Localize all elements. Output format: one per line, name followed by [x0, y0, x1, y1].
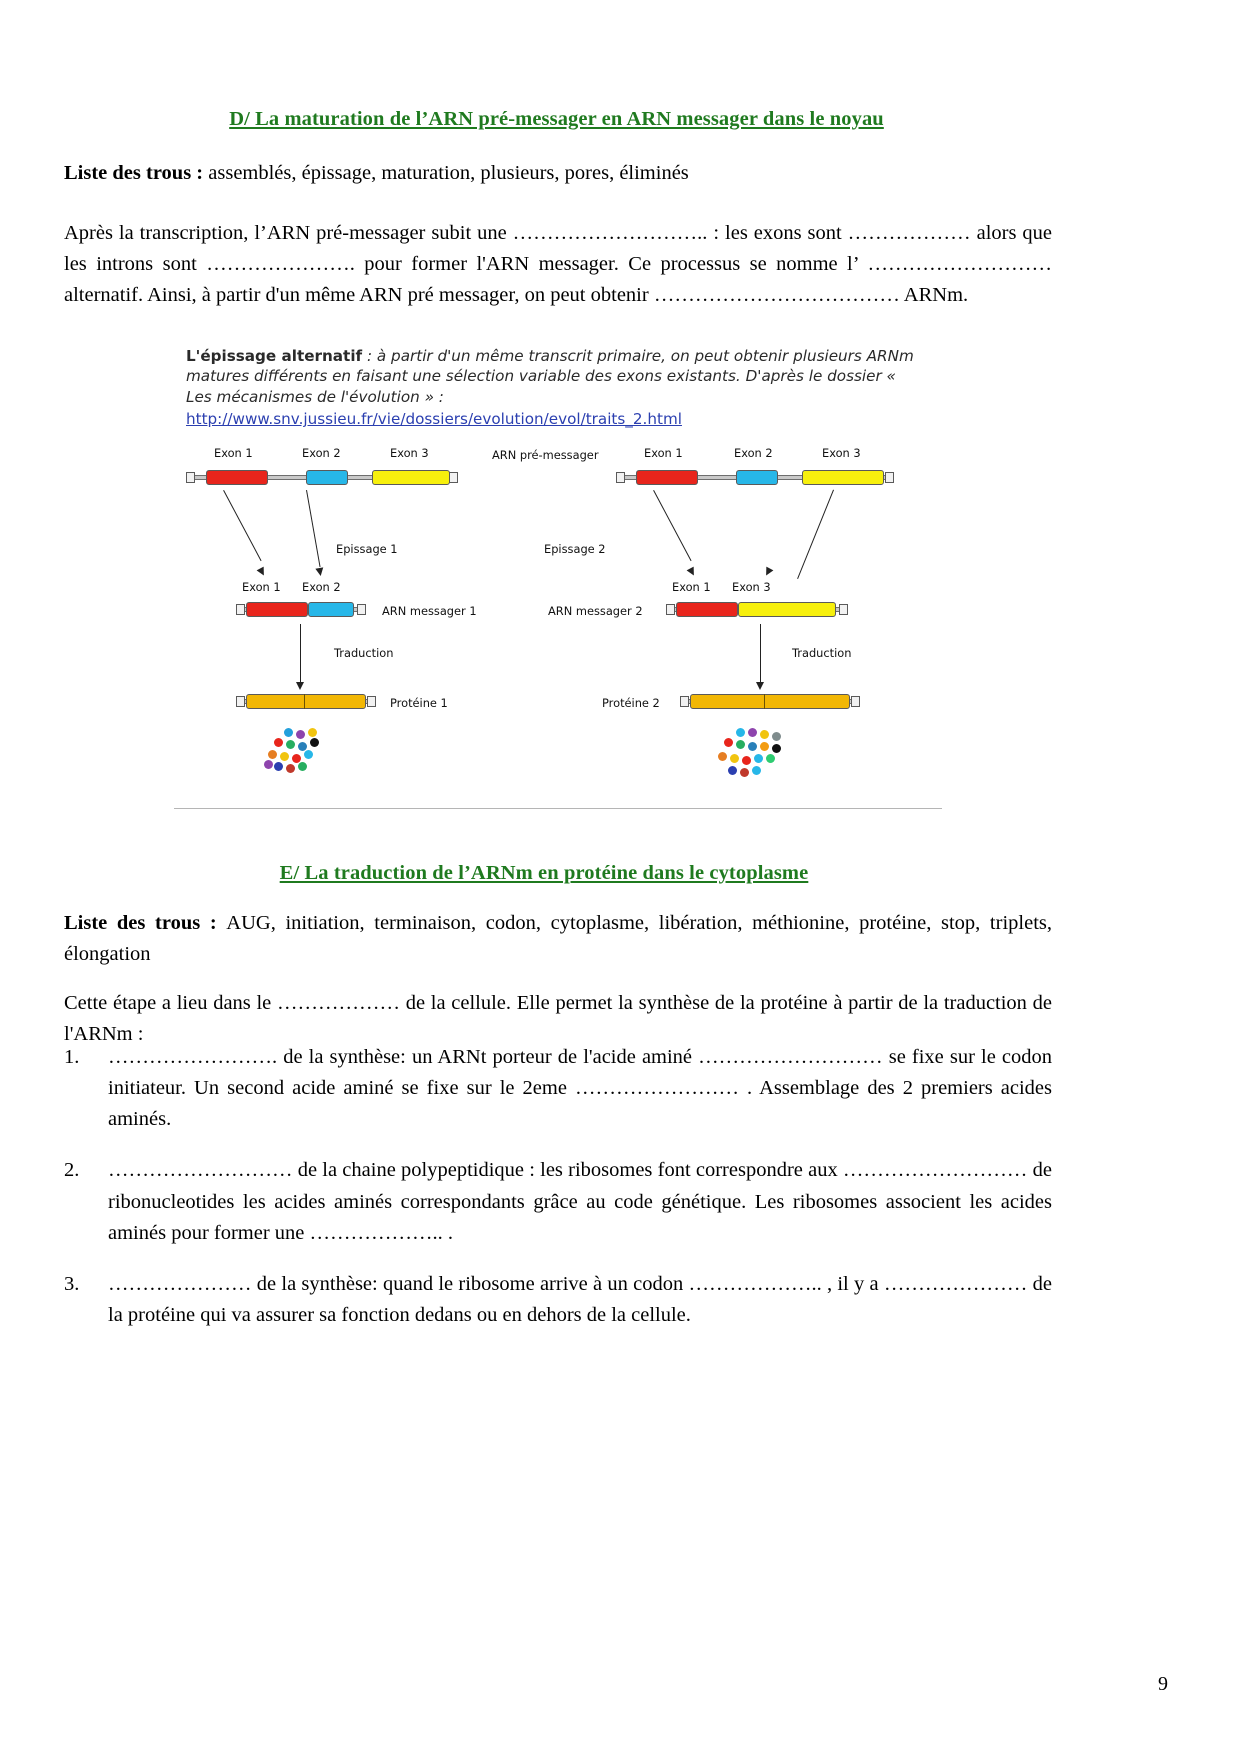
- protein2-divider: [764, 694, 765, 709]
- mrna2-cap-left: [666, 604, 675, 615]
- diagram-label-exon1-right: Exon 1: [644, 446, 683, 460]
- arrowhead-exon2-left: [315, 567, 324, 576]
- diagram-label-exon3-mrna2: Exon 3: [732, 580, 771, 594]
- mrna2-cap-right: [839, 604, 848, 615]
- section-d-word-list-label: Liste des trous :: [64, 162, 209, 184]
- traduction-arrowhead-left: [296, 682, 304, 690]
- bar-cap-left-right: [616, 472, 625, 483]
- figure-caption: [186, 346, 926, 429]
- mrna2-exon1-segment: [676, 602, 738, 617]
- exon1-segment-right: [636, 470, 698, 485]
- diagram-label-exon2-mrna1: Exon 2: [302, 580, 341, 594]
- exon3-segment: [372, 470, 450, 485]
- diagram-label-mrna2: ARN messager 2: [548, 604, 643, 618]
- diagram-label-exon1-mrna2: Exon 1: [672, 580, 711, 594]
- arrowhead-exon1-right: [687, 567, 698, 578]
- pre-mrna-bar-left: [186, 470, 458, 485]
- splicing-diagram: [174, 446, 942, 796]
- mrna1-exon1-segment: [246, 602, 308, 617]
- protein1-divider: [304, 694, 305, 709]
- arrowhead-exon3-right: [763, 567, 774, 578]
- list-item: [64, 1155, 1052, 1248]
- figure-caption-source: D'après le dossier « Les mécanismes de l'évolution » :: [186, 367, 896, 406]
- connector-exon1-left: [223, 490, 261, 561]
- bar-cap-right-right: [885, 472, 894, 483]
- section-e-word-list-label: Liste des trous :: [64, 912, 227, 934]
- diagram-label-exon3-right: Exon 3: [822, 446, 861, 460]
- protein2-folded-icon: [714, 728, 814, 786]
- mrna2-bar: [666, 602, 848, 617]
- connector-exon3-right: [797, 490, 834, 579]
- section-e-paragraph: Cette étape a lieu dans le ……………… de la cellule. Elle permet la synthèse de la protéine à partir de la traduction de l'ARNm :: [64, 992, 1052, 1046]
- diagram-label-traduction-left: Traduction: [334, 646, 394, 660]
- diagram-label-exon1-mrna1: Exon 1: [242, 580, 281, 594]
- step-number: 1.: [64, 1046, 80, 1068]
- section-d-word-list: [64, 158, 1054, 189]
- mrna2-exon3-segment: [738, 602, 836, 617]
- protein1-folded-icon: [264, 728, 344, 786]
- protein2-segment: [690, 694, 850, 709]
- mrna1-cap-left: [236, 604, 245, 615]
- mrna1-bar: [236, 602, 366, 617]
- step-number: 2.: [64, 1159, 80, 1182]
- pre-mrna-bar-right: [616, 470, 894, 485]
- protein1-cap-right: [367, 696, 376, 707]
- bar-cap-left: [186, 472, 195, 483]
- diagram-label-exon1-left: Exon 1: [214, 446, 253, 460]
- protein2-bar: [680, 694, 860, 709]
- protein1-segment: [246, 694, 366, 709]
- traduction-arrowhead-right: [756, 682, 764, 690]
- figure-alternative-splicing: [174, 338, 942, 809]
- exon2-segment: [306, 470, 348, 485]
- section-e-heading: E/ La traduction de l’ARNm en protéine dans le cytoplasme: [279, 862, 809, 884]
- exon3-segment-right: [802, 470, 884, 485]
- exon2-segment-right: [736, 470, 778, 485]
- diagram-label-proteine2: Protéine 2: [602, 696, 660, 710]
- traduction-arrow-left: [300, 624, 301, 686]
- protein1-cap-left: [236, 696, 245, 707]
- step-number: 3.: [64, 1272, 80, 1295]
- diagram-label-proteine1: Protéine 1: [390, 696, 448, 710]
- diagram-label-epissage1: Epissage 1: [336, 542, 398, 556]
- step-text: ……………………… de la chaine polypeptidique : les ribosomes font correspondre aux ……………………… de ribonucleotides les acides aminés correspondants grâce au code génétique. Les ribosomes associent les acides aminés pour former une ……………….. .: [108, 1159, 1052, 1244]
- section-e-steps-list: [64, 1042, 1052, 1351]
- connector-exon2-left: [306, 490, 321, 567]
- bar-cap-right: [449, 472, 458, 483]
- step-text: ……………………. de la synthèse: un ARNt porteur de l'acide aminé ……………………… se fixe sur le codon initiateur. Un second acide aminé se fixe sur le 2eme …………………… . Assemblage des 2 premiers acides aminés.: [108, 1046, 1052, 1131]
- figure-caption-body: : à partir d'un même transcrit primaire, on peut obtenir plusieurs ARNm matures différents en faisant une sélection variable des exons existants.: [186, 347, 914, 386]
- diagram-label-traduction-right: Traduction: [792, 646, 852, 660]
- protein1-bar: [236, 694, 376, 709]
- arrowhead-exon1-left: [257, 567, 268, 578]
- list-item: [64, 1269, 1052, 1331]
- section-d-heading: D/ La maturation de l’ARN pré-messager en ARN messager dans le noyau: [229, 108, 884, 130]
- section-d-paragraph: Après la transcription, l’ARN pré-messager subit une ……………………….. : les exons sont ……………… alors que les introns sont …………………. pour former l'ARN messager. Ce processus se nomme l’ ……………………… alternatif. Ainsi, à partir d'un même ARN pré messager, on peut obtenir ……………………………… ARNm.: [64, 222, 1052, 307]
- diagram-label-epissage2: Epissage 2: [544, 542, 606, 556]
- connector-exon1-right: [653, 490, 691, 561]
- traduction-arrow-right: [760, 624, 761, 686]
- diagram-label-exon2-left: Exon 2: [302, 446, 341, 460]
- step-text: ………………… de la synthèse: quand le ribosome arrive à un codon ……………….. , il y a ………………… de la protéine qui va assurer sa fonction dedans ou en dehors de la cellule.: [108, 1272, 1052, 1327]
- diagram-label-mrna1: ARN messager 1: [382, 604, 477, 618]
- protein2-cap-right: [851, 696, 860, 707]
- section-e-word-list: [64, 908, 1052, 970]
- mrna1-exon2-segment: [308, 602, 354, 617]
- diagram-label-exon2-right: Exon 2: [734, 446, 773, 460]
- page-number: 9: [1158, 1673, 1168, 1695]
- section-e-word-list-words: AUG, initiation, terminaison, codon, cytoplasme, libération, méthionine, protéine, stop, triplets, élongation: [64, 912, 1052, 966]
- section-d-word-list-words: assemblés, épissage, maturation, plusieurs, pores, éliminés: [208, 162, 689, 184]
- figure-caption-title: L'épissage alternatif: [186, 347, 363, 365]
- mrna1-cap-right: [357, 604, 366, 615]
- diagram-label-pre-mrna: ARN pré-messager: [492, 448, 599, 462]
- figure-source-url[interactable]: http://www.snv.jussieu.fr/vie/dossiers/evolution/evol/traits_2.html: [186, 410, 682, 429]
- exon1-segment: [206, 470, 268, 485]
- diagram-label-exon3-left: Exon 3: [390, 446, 429, 460]
- list-item: [64, 1042, 1052, 1135]
- protein2-cap-left: [680, 696, 689, 707]
